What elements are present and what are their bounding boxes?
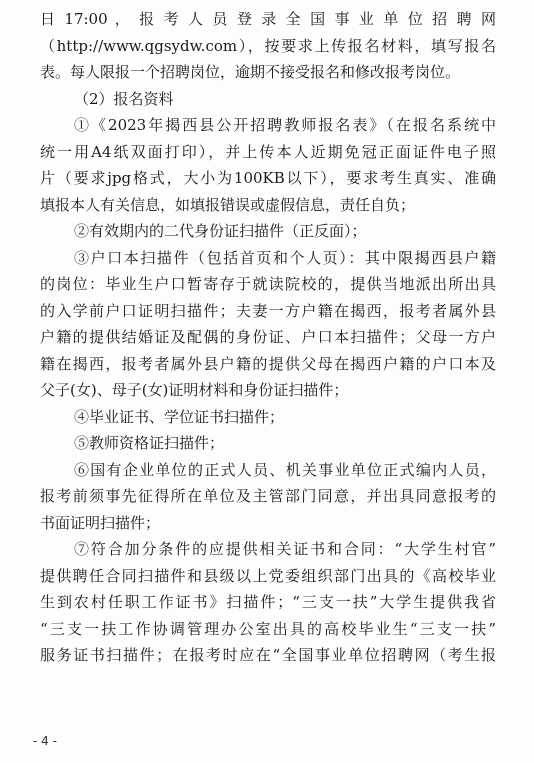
text-line: 报考前须事先征得所在单位及主管部门同意，并出具同意报考的 — [40, 487, 496, 505]
text-line: 籍在揭西，报考者属外县户籍的提供父母在揭西户籍的户口本及 — [40, 354, 496, 373]
text-line: 父子(女)、母子(女)证明材料和身份证扫描件； — [40, 381, 349, 399]
text-line: 统一用A4纸双面打印），并上传本人近期免冠正面证件电子照 — [40, 142, 496, 161]
text-line: （http://www.qgsydw.com），按要求上传报名材料，填写报名 — [40, 36, 496, 55]
text-line: 书面证明扫描件； — [40, 513, 161, 532]
text-line: ②有效期内的二代身份证扫描件（正反面）； — [74, 222, 367, 240]
text-line: 片（要求jpg格式，大小为100KB以下），要求考生真实、准确 — [40, 169, 496, 187]
text-line: ①《2023年揭西县公开招聘教师报名表》（在报名系统中 — [74, 116, 496, 134]
text-line: ⑥国有企业单位的正式人员、机关事业单位正式编内人员， — [74, 460, 496, 479]
text-line: 服务证书扫描件；在报考时应在“全国事业单位招聘网（考生报 — [40, 646, 496, 664]
text-line: 的入学前户口证明扫描件；夫妻一方户籍在揭西，报考者属外县 — [40, 301, 496, 320]
text-line: ⑦符合加分条件的应提供相关证书和合同：“大学生村官” — [74, 540, 496, 558]
text-line: “三支一扶工作协调管理办公室出具的高校毕业生“三支一扶” — [40, 619, 496, 638]
text-line: 提供聘任合同扫描件和县级以上党委组织部门出具的《高校毕业 — [40, 566, 496, 585]
text-line: 户籍的提供结婚证及配偶的身份证、户口本扫描件；父母一方户 — [40, 328, 496, 346]
section-heading: （2）报名资料 — [74, 89, 174, 108]
text-line: 生到农村任职工作证书》扫描件；“三支一扶”大学生提供我省 — [40, 593, 496, 611]
text-line: 的岗位：毕业生户口暂寄存于就读院校的，提供当地派出所出具 — [40, 275, 496, 293]
text-line: ④毕业证书、学位证书扫描件； — [74, 407, 285, 426]
page-number: - 4 - — [33, 734, 57, 748]
text-line: ③户口本扫描件（包括首页和个人页）：其中限揭西县户籍 — [74, 248, 496, 267]
text-line: 日 17:00 ， 报 考 人 员 登 录 全 国 事 业 单 位 招 聘 网 — [40, 10, 496, 28]
text-line: 填报本人有关信息，如填报错误或虚假信息，责任自负； — [40, 195, 416, 214]
text-line: ⑤教师资格证扫描件； — [74, 434, 225, 452]
text-line: 表。每人限报一个招聘岗位，逾期不接受报名和修改报考岗位。 — [40, 63, 461, 81]
document-body — [40, 6, 496, 669]
